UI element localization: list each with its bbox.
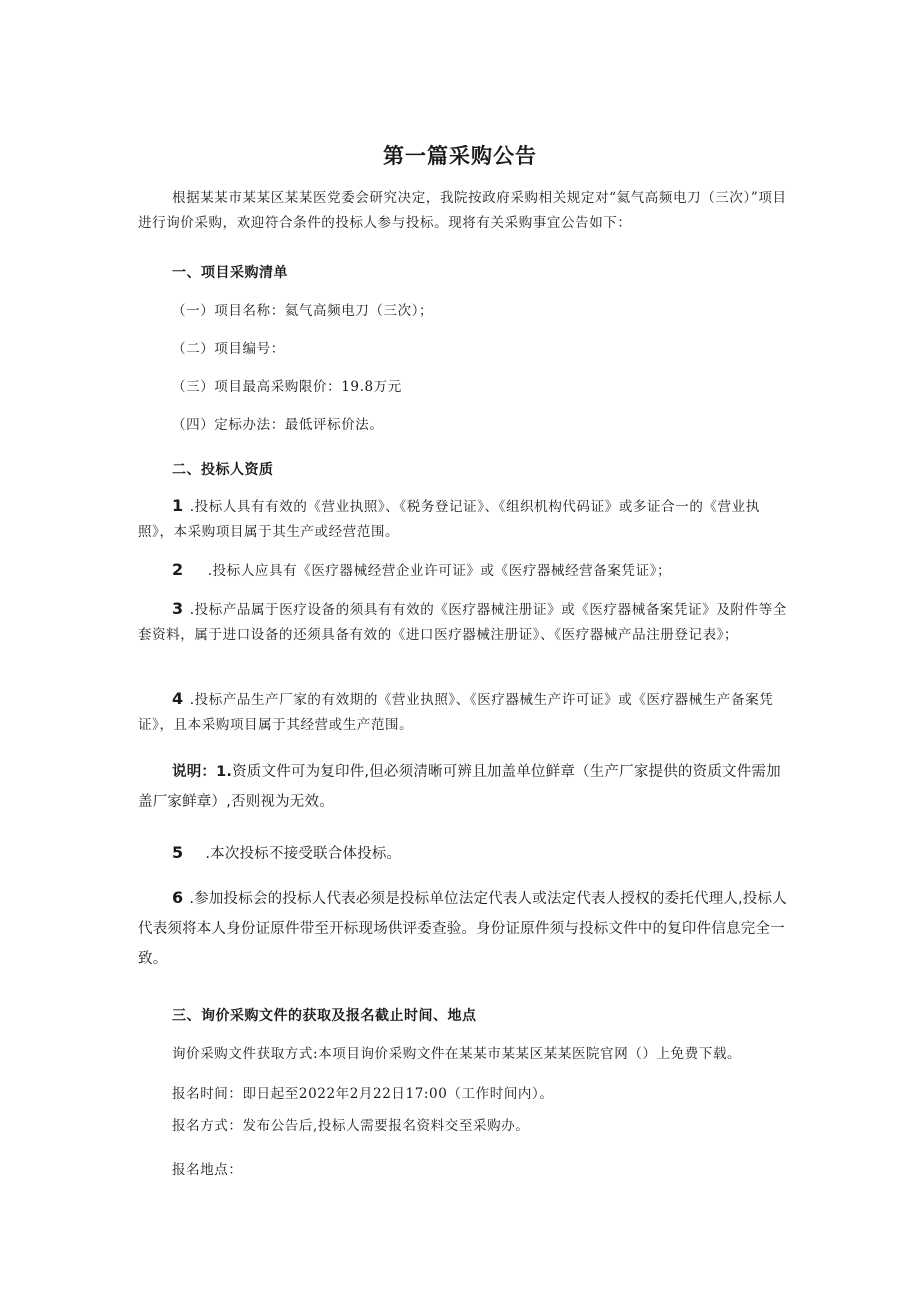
section-2-heading: 二、投标人资质 — [172, 462, 274, 478]
qualification-note — [138, 757, 788, 817]
qualification-3-text: .投标产品属于医疗设备的须具有有效的《医疗器械注册证》或《医疗器械备案凭证》及附件等全套资料，属于进口设备的还须具备有效的《进口医疗器械注册证》、《医疗器械产品注册登记表》； — [138, 602, 787, 643]
qualification-4-text: .投标产品生产厂家的有效期的《营业执照》、《医疗器械生产许可证》或《医疗器械生产备案凭证》，且本采购项目属于其经营或生产范围。 — [138, 692, 774, 733]
award-method-line: （四）定标办法：最低评标价法。 — [172, 417, 384, 433]
project-number-line: （二）项目编号： — [172, 341, 285, 357]
qualification-3-number: 3 — [172, 599, 184, 618]
qualification-5-text: .本次投标不接受联合体投标。 — [205, 846, 402, 862]
qualification-3 — [138, 596, 788, 648]
registration-method-line: 报名方式：发布公告后,投标人需要报名资料交至采购办。 — [172, 1118, 530, 1134]
qualification-4-number: 4 — [172, 689, 184, 708]
qualification-2-text: .投标人应具有《医疗器械经营企业许可证》或《医疗器械经营备案凭证》； — [207, 563, 672, 579]
qualification-1 — [138, 493, 788, 545]
download-method-line: 询价采购文件获取方式:本项目询价采购文件在某某市某某区某某医院官网（）上免费下载。 — [172, 1046, 742, 1062]
section-3-heading: 三、询价采购文件的获取及报名截止时间、地点 — [172, 1008, 477, 1024]
qualification-6 — [138, 883, 788, 974]
qualification-1-number: 1 — [172, 496, 184, 515]
qualification-1-text: .投标人具有有效的《营业执照》、《税务登记证》、《组织机构代码证》或多证合一的《营业执照》，本采购项目属于其生产或经营范围。 — [138, 499, 760, 540]
qualification-4 — [138, 686, 788, 738]
qualification-5 — [138, 838, 788, 869]
registration-location-line: 报名地点： — [172, 1162, 243, 1178]
price-limit-line: （三）项目最高采购限价：19.8万元 — [172, 379, 402, 395]
project-name-line: （一）项目名称：氦气高频电刀（三次）； — [172, 303, 434, 319]
qualification-6-text: .参加投标会的投标人代表必须是投标单位法定代表人或法定代表人授权的委托代理人,投标人代表须将本人身份证原件带至开标现场供评委查验。身份证原件须与投标文件中的复印件信息完全一致。 — [138, 891, 787, 967]
intro-paragraph: 根据某某市某某区某某医党委会研究决定，我院按政府采购相关规定对“氦气高频电刀（三次）”项目进行询价采购，欢迎符合条件的投标人参与投标。现将有关采购事宜公告如下： — [138, 190, 787, 231]
qualification-5-number: 5 — [172, 843, 184, 862]
section-1-heading: 一、项目采购清单 — [172, 265, 288, 281]
qualification-6-number: 6 — [172, 888, 184, 907]
note-number: 1. — [216, 764, 233, 780]
note-text: 资质文件可为复印件,但必须清晰可辨且加盖单位鲜章（生产厂家提供的资质文件需加盖厂家鲜章）,否则视为无效。 — [138, 764, 781, 810]
qualification-2-number: 2 — [172, 560, 184, 579]
registration-time-line: 报名时间：即日起至2022年2月22日17:00（工作时间内）。 — [172, 1086, 554, 1102]
qualification-2 — [138, 557, 788, 584]
note-label: 说明： — [172, 764, 217, 780]
page-title: 第一篇采购公告 — [383, 144, 537, 168]
